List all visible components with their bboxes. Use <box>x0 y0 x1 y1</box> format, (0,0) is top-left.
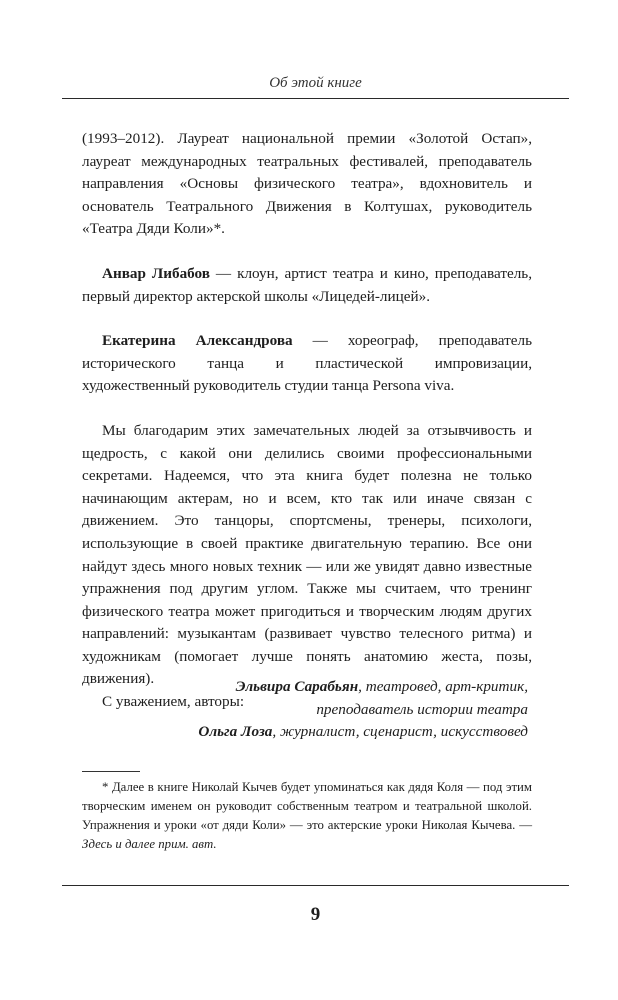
signature-role-sarabyan-continued: преподаватель истории театра <box>316 700 528 718</box>
header-divider <box>62 98 569 99</box>
paragraph-aleksandrova <box>82 330 532 398</box>
footnote-text: * Далее в книге Николай Кычев будет упоминаться как дядя Коля — под этим творческим именем он руководит собственным театром и театральной школой. Упражнения и уроки «от дяди Коли» — это актерские уроки Николая Кычева. — <box>82 780 532 832</box>
running-title: Об этой книге <box>269 75 362 91</box>
signatures-block <box>82 676 528 744</box>
paragraph-acknowledgement: Мы благодарим этих замечательных людей за отзывчивость и щедрость, с какой они делились своими профессиональными секретами. Надеемся, что эта книга будет полезна не только начинающим актерам, но и всем, кто так или иначе связан с движением. Это танцоры, спортсмены, тренеры, психологи, использующие в своей практике двигательную терапию. Все они найдут здесь много новых техник — или же увидят давно известные упражнения под другим углом. Также мы считаем, что тренинг физического театра может пригодиться и творческим людям других направлений: музыкантам (развивает чувство телесного ритма) и художникам (помогает лучше понять анатомию жеста, позы, движения). <box>82 421 532 688</box>
main-text <box>82 128 532 714</box>
paragraph-biography-continuation: (1993–2012). Лауреат национальной премии «Золотой Остап», лауреат международных театральных фестивалей, преподаватель направления «Основы физического театра», вдохновитель и основатель Театрального Движения в Колтушах, руководитель «Театра Дяди Коли»*. <box>82 130 532 238</box>
signature-name-sarabyan: Эльвира Сарабьян <box>235 678 359 695</box>
footnote-separator <box>82 771 140 772</box>
signature-name-loza: Ольга Лоза <box>198 723 273 741</box>
signature-loza <box>82 721 528 744</box>
person-description-aleksandrova: — хореограф, преподаватель исторического танца и пластической импровизации, художественный руководитель студии танца Persona viva. <box>82 332 533 395</box>
signature-sarabyan <box>82 676 528 699</box>
footnote-note: Здесь и далее прим. авт. <box>82 837 217 851</box>
person-name-libabov: Анвар Либабов <box>102 264 210 282</box>
person-name-aleksandrova: Екатерина Александрова <box>102 332 293 350</box>
paragraph-libabov <box>82 263 532 308</box>
person-description-libabov: — клоун, артист театра и кино, преподаватель, первый директор актерской школы «Лицедей-лицей». <box>82 264 533 305</box>
signature-role-sarabyan: , театровед, арт-критик, <box>358 678 528 695</box>
page-number: 9 <box>310 904 321 925</box>
footnote <box>82 778 532 854</box>
paragraph-closing: С уважением, авторы: <box>102 693 245 711</box>
signature-role-loza: , журналист, сценарист, искусствовед <box>272 723 528 741</box>
footer-divider <box>62 885 569 886</box>
